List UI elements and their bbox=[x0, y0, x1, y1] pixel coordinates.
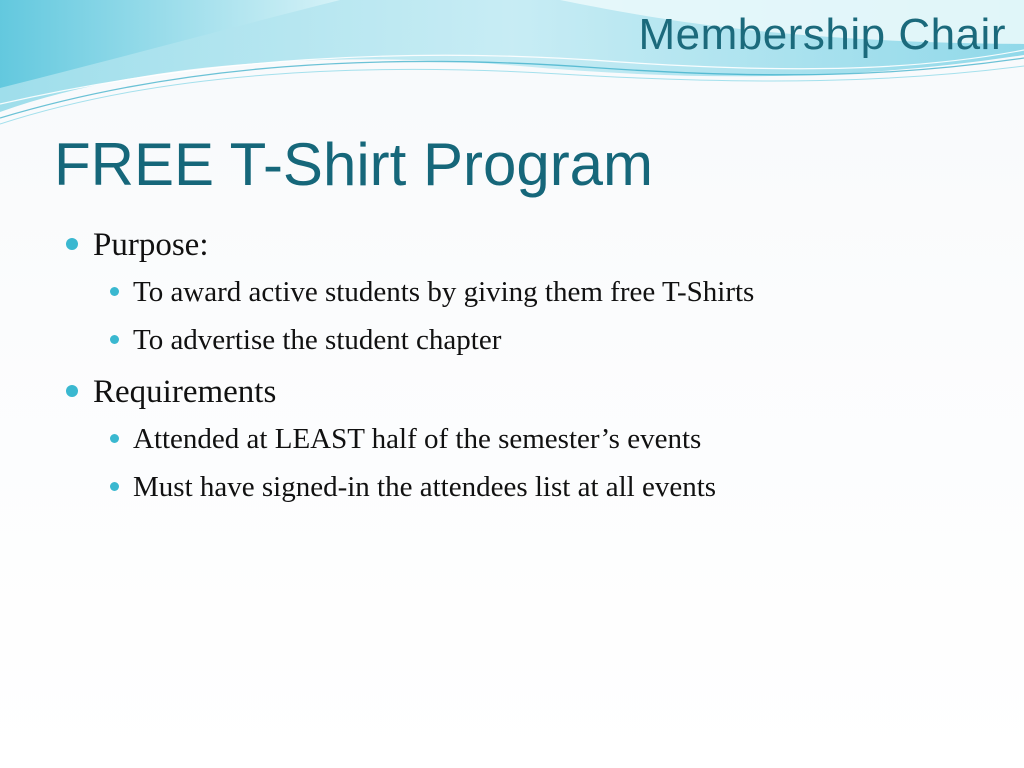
bullet-text: Purpose: bbox=[93, 227, 209, 263]
header-label: Membership Chair bbox=[638, 10, 1006, 59]
sub-bullet-item bbox=[66, 273, 986, 311]
sub-bullet-item bbox=[66, 420, 986, 458]
bullet-dot-icon bbox=[110, 434, 119, 443]
sub-bullet-item bbox=[66, 468, 986, 506]
bullet-dot-icon bbox=[110, 482, 119, 491]
slide-title: FREE T-Shirt Program bbox=[54, 131, 654, 198]
bullet-dot-icon bbox=[110, 335, 119, 344]
sub-bullet-text: Must have signed-in the attendees list at all events bbox=[133, 471, 717, 503]
sub-bullet-text: To advertise the student chapter bbox=[133, 324, 502, 356]
bullet-list bbox=[66, 222, 986, 516]
bullet-item-purpose bbox=[66, 222, 986, 268]
bullet-dot-icon bbox=[66, 385, 78, 397]
sub-bullet-text: Attended at LEAST half of the semester’s events bbox=[133, 423, 702, 455]
bullet-item-requirements bbox=[66, 369, 986, 415]
sub-bullet-text: To award active students by giving them free T-Shirts bbox=[133, 276, 755, 308]
bullet-dot-icon bbox=[66, 238, 78, 250]
bullet-dot-icon bbox=[110, 287, 119, 296]
sub-bullet-item bbox=[66, 321, 986, 359]
bullet-text: Requirements bbox=[93, 374, 277, 410]
